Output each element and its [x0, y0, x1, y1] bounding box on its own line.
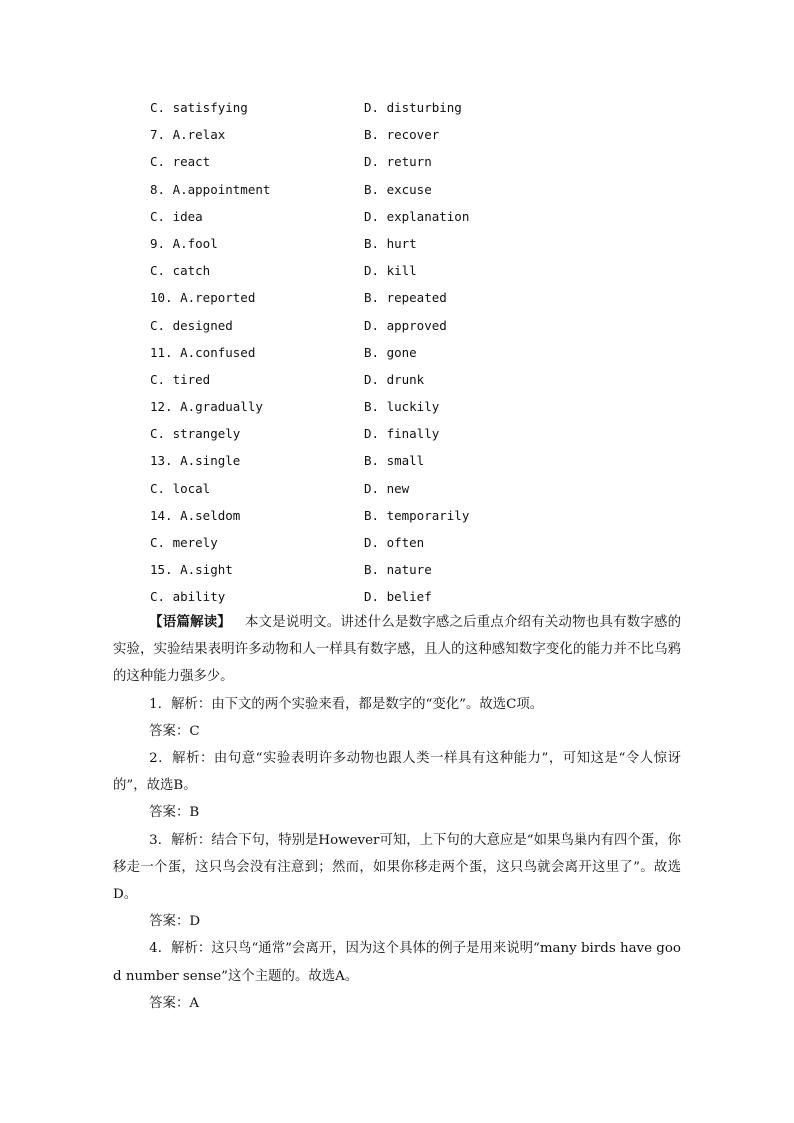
answer-text: 答案：C [149, 723, 200, 739]
option-left: 11. A.confused [150, 344, 256, 360]
option-row [150, 121, 630, 148]
option-left: C. catch [150, 263, 211, 279]
option-left: 14. A.seldom [150, 507, 241, 523]
answer-text: 答案：B [149, 805, 200, 821]
option-row [150, 420, 630, 447]
option-left: 9. A.fool [150, 235, 218, 251]
option-left: C. designed [150, 317, 233, 333]
passage-interpretation [113, 609, 681, 691]
option-right: D. approved [364, 317, 447, 333]
option-row [150, 230, 630, 257]
option-right: D. finally [364, 426, 440, 442]
explanation-text: 1．解析：由下文的两个实验来看，都是数字的“变化”。故选C项。 [149, 696, 544, 712]
option-right: D. often [364, 535, 425, 550]
option-left: C. idea [150, 208, 203, 224]
option-left: C. react [150, 154, 211, 170]
option-row [150, 284, 630, 311]
option-left: 12. A.gradually [150, 399, 263, 415]
option-right: D. explanation [364, 208, 470, 224]
option-row [150, 94, 630, 121]
option-right: D. return [364, 154, 432, 170]
option-left: C. local [150, 480, 211, 496]
interpretation-tag: 【语篇解读】 [149, 615, 231, 630]
option-left: 13. A.single [150, 453, 241, 469]
option-right: B. temporarily [364, 507, 470, 523]
explanation-text: 4．解析：这只鸟“通常”会离开，因为这个具体的例子是用来说明“many birds have good number sense”这个主题的。故选A。 [113, 941, 681, 984]
option-left: 8. A.appointment [150, 181, 271, 197]
option-left: 15. A.sight [150, 562, 233, 578]
option-row [150, 393, 630, 420]
option-row [150, 257, 630, 284]
explanation-text: 3．解析：结合下句，特别是However可知，上下句的大意应是“如果鸟巢内有四个蛋，你移走一个蛋，这只鸟会没有注意到；然而，如果你移走两个蛋，这只鸟就会离开这里了”。故选D。 [113, 832, 681, 903]
option-left: C. strangely [150, 426, 241, 442]
option-right: D. kill [364, 263, 417, 279]
option-row [150, 556, 630, 583]
option-row [150, 529, 630, 556]
option-row [150, 176, 630, 203]
option-right: B. repeated [364, 290, 447, 306]
option-row [150, 502, 630, 529]
option-row [150, 447, 630, 474]
answer-options-list [150, 94, 630, 611]
option-row [150, 148, 630, 175]
option-right: D. new [364, 480, 410, 496]
option-row [150, 312, 630, 339]
option-left: C. tired [150, 371, 211, 387]
option-right: D. drunk [364, 371, 425, 387]
analysis-section [113, 609, 681, 1017]
option-right: B. small [364, 453, 425, 469]
option-right: D. belief [364, 589, 432, 605]
option-right: B. luckily [364, 399, 440, 415]
option-row [150, 366, 630, 393]
option-right: B. excuse [364, 181, 432, 197]
option-row [150, 475, 630, 502]
option-left: 7. A.relax [150, 127, 226, 143]
option-row [150, 339, 630, 366]
option-right: B. hurt [364, 235, 417, 251]
option-left: C. ability [150, 589, 226, 605]
answer-text: 答案：A [149, 995, 200, 1011]
option-left: 10. A.reported [150, 290, 256, 306]
option-right: B. gone [364, 344, 417, 360]
option-right: B. recover [364, 127, 440, 143]
option-left: C. satisfying [150, 100, 248, 115]
explanation-text: 2．解析：由句意“实验表明许多动物也跟人类一样具有这种能力”，可知这是“令人惊讶的”，故选B。 [113, 751, 681, 794]
option-row [150, 583, 630, 610]
option-right: B. nature [364, 562, 432, 578]
option-right: D. disturbing [364, 100, 462, 115]
answer-text: 答案：D [149, 914, 201, 930]
option-row [150, 203, 630, 230]
option-left: C. merely [150, 535, 218, 550]
interpretation-text: 本文是说明文。讲述什么是数字感之后重点介绍有关动物也具有数字感的实验，实验结果表明许多动物和人一样具有数字感，且人的这种感知数字变化的能力并不比乌鸦的这种能力强多少。 [113, 615, 682, 685]
